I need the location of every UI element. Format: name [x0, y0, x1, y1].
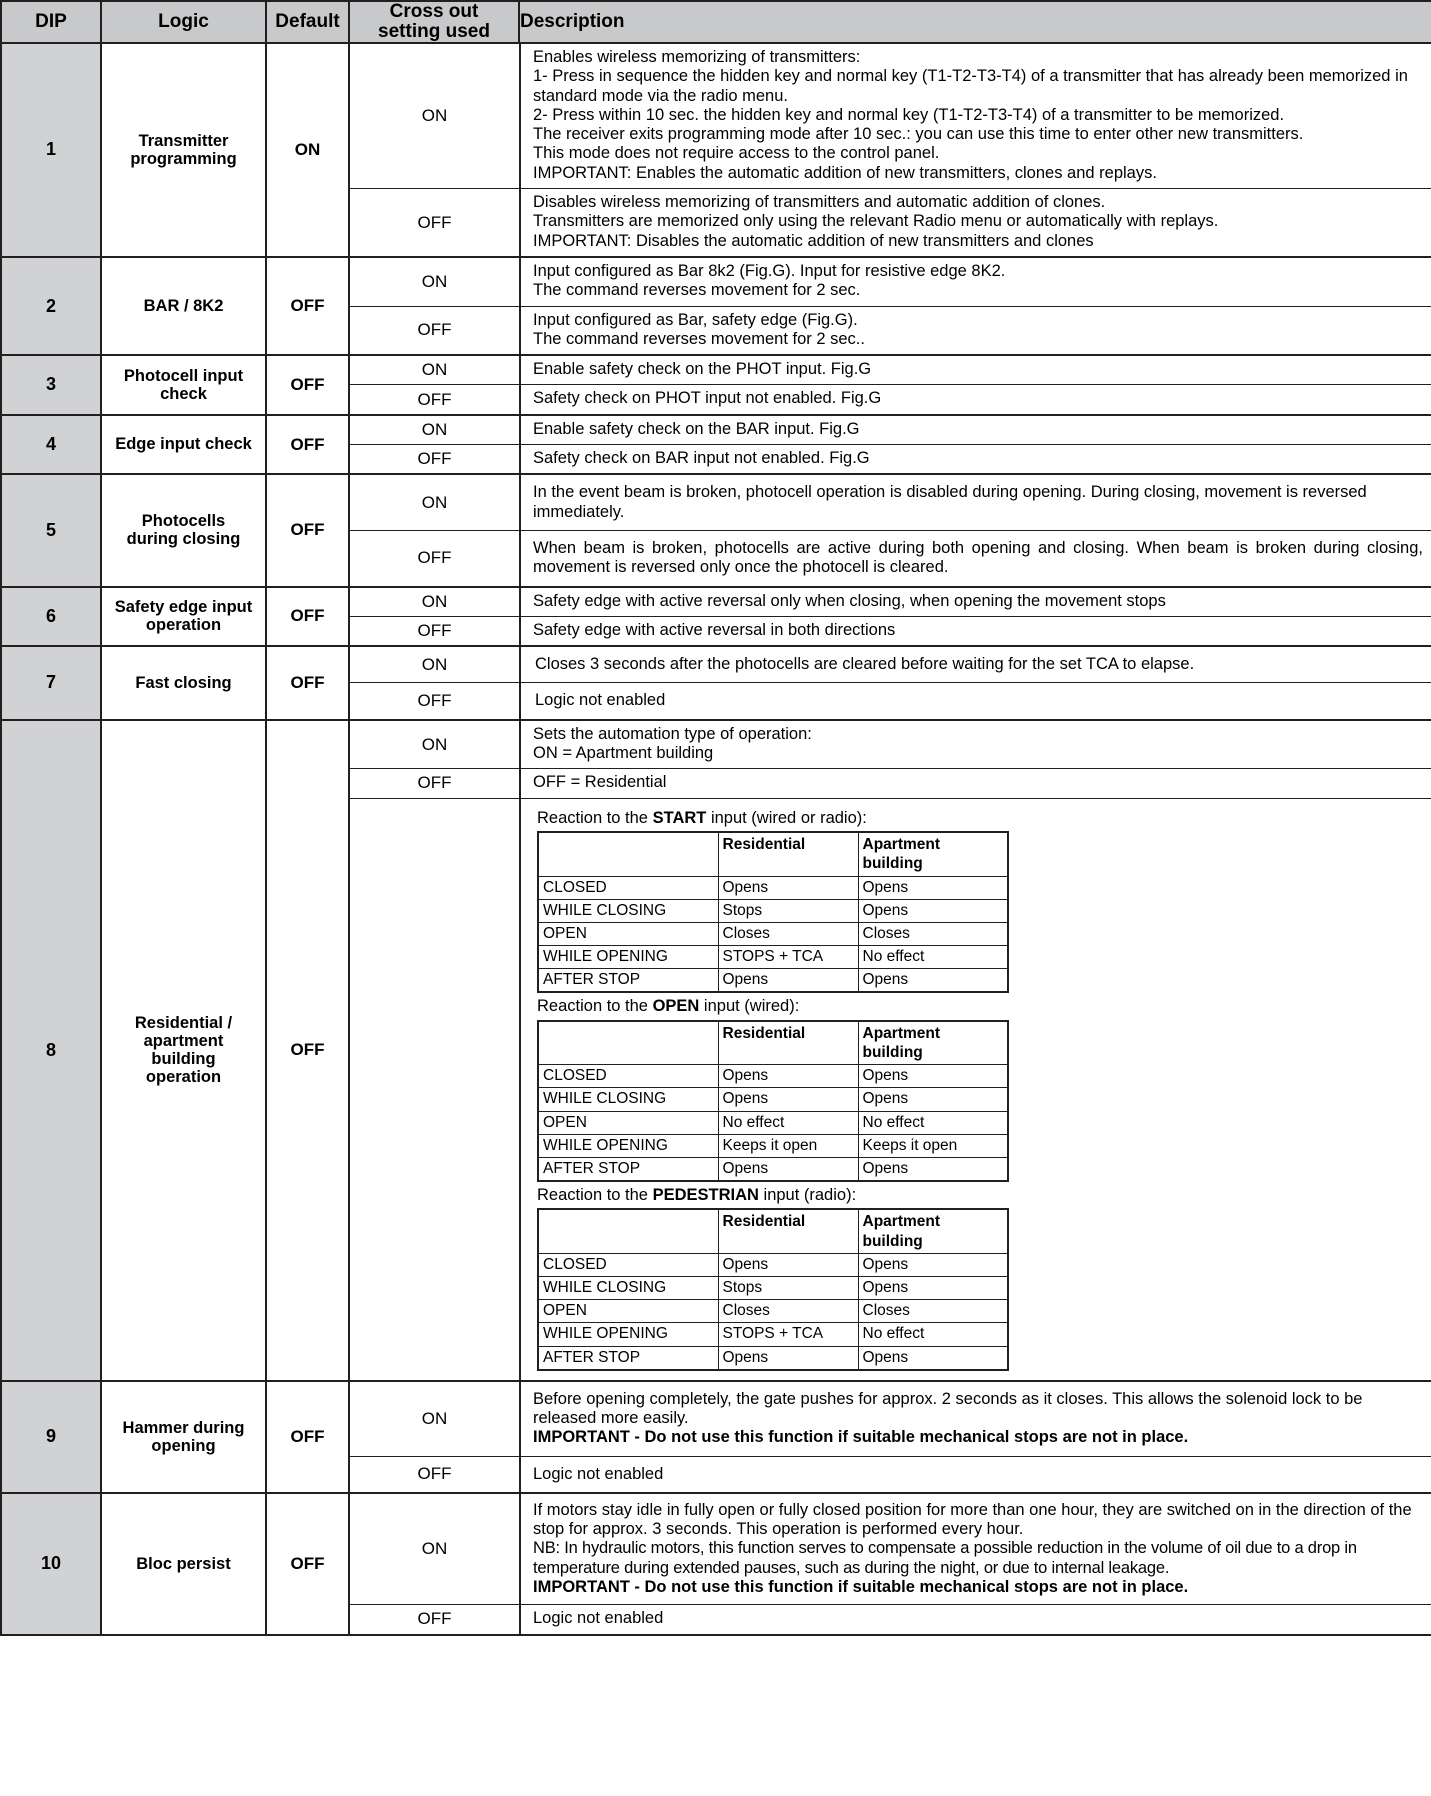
apartment-value: No effect: [858, 1111, 1008, 1134]
default-value: OFF: [266, 587, 349, 647]
apartment-value: Opens: [858, 1157, 1008, 1181]
reaction-label-pedestrian: [537, 1186, 1423, 1205]
state: OPEN: [538, 922, 718, 945]
logic-name: [101, 1381, 266, 1493]
reaction-row: [538, 1346, 1008, 1370]
logic-name: [101, 43, 266, 257]
logic-name: [101, 720, 266, 1381]
reaction-col-apartment: [858, 1209, 1008, 1253]
desc-line-important: IMPORTANT - Do not use this function if suitable mechanical stops are not in place.: [533, 1578, 1189, 1596]
apartment-line-1: Apartment: [862, 1024, 941, 1042]
state: WHILE CLOSING: [538, 1277, 718, 1300]
cross-out-value: ON: [350, 356, 520, 385]
reaction-label-open: [537, 997, 1423, 1016]
description-cell: [520, 721, 1431, 769]
label-input-name: PEDESTRIAN: [652, 1185, 759, 1204]
description-cell: OFF = Residential: [520, 769, 1431, 798]
apartment-line-2: building: [862, 855, 923, 873]
description-cell: [520, 189, 1431, 256]
residential-value: Stops: [718, 899, 858, 922]
residential-value: Opens: [718, 1088, 858, 1111]
settings-group: [349, 43, 1431, 257]
dip-number: 9: [1, 1381, 101, 1493]
description-cell: Enable safety check on the PHOT input. Fig.G: [533, 360, 872, 379]
apartment-value: Opens: [858, 899, 1008, 922]
label-prefix: Reaction to the: [537, 808, 653, 827]
cross-out-value: OFF: [350, 306, 520, 354]
cross-out-value: ON: [350, 475, 520, 530]
description-cell: Logic not enabled: [520, 683, 1431, 719]
desc-line-important: IMPORTANT - Do not use this function if suitable mechanical stops are not in place.: [533, 1428, 1189, 1447]
description-cell: Safety edge with active reversal only when closing, when opening the movement stops: [533, 591, 1166, 610]
reaction-col-state: [538, 1209, 718, 1253]
residential-value: Opens: [718, 969, 858, 993]
setting-row-off: [350, 530, 1431, 585]
apartment-line-2: building: [862, 1232, 923, 1250]
settings-group: [349, 1493, 1431, 1635]
settings-group: [349, 1381, 1431, 1493]
desc-line: The command reverses movement for 2 sec..: [533, 329, 865, 348]
reaction-col-residential: Residential: [718, 1209, 858, 1253]
reaction-row: [538, 1254, 1008, 1277]
table-row-dip-10: [1, 1493, 1431, 1635]
reaction-row: [538, 899, 1008, 922]
residential-value: Closes: [718, 1300, 858, 1323]
reaction-row: [538, 1300, 1008, 1323]
cross-out-value: OFF: [350, 1605, 520, 1634]
settings-group: [349, 587, 1431, 647]
reaction-row: [538, 1111, 1008, 1134]
default-value: OFF: [266, 415, 349, 475]
label-prefix: Reaction to the: [537, 997, 653, 1016]
apartment-value: Opens: [858, 969, 1008, 993]
apartment-value: No effect: [858, 946, 1008, 969]
cross-out-value: OFF: [350, 683, 520, 719]
cross-out-value: OFF: [350, 769, 520, 798]
residential-value: No effect: [718, 1111, 858, 1134]
residential-value: Opens: [718, 1254, 858, 1277]
logic-name: Bloc persist: [101, 1493, 266, 1635]
cross-out-line-1: Cross out: [389, 1, 479, 23]
state: OPEN: [538, 1300, 718, 1323]
state: WHILE CLOSING: [538, 899, 718, 922]
reaction-table-open: [537, 1020, 1009, 1182]
logic-name: BAR / 8K2: [101, 257, 266, 355]
table-row-dip-7: [1, 646, 1431, 720]
description-cell: In the event beam is broken, photocell operation is disabled during opening. During closing, movement is reversed immediately.: [533, 483, 1367, 521]
description-cell: Logic not enabled: [520, 1605, 1431, 1634]
default-value: ON: [266, 43, 349, 257]
dip-number: 10: [1, 1493, 101, 1635]
desc-line: Sets the automation type of operation:: [533, 724, 812, 743]
apartment-value: Opens: [858, 1088, 1008, 1111]
residential-value: Keeps it open: [718, 1134, 858, 1157]
setting-row-on: [350, 258, 1431, 306]
desc-line: Transmitters are memorized only using the relevant Radio menu or automatically with replays.: [533, 212, 1219, 231]
setting-row-off: [350, 683, 1431, 719]
label-input-name: OPEN: [652, 997, 700, 1016]
residential-value: Closes: [718, 922, 858, 945]
desc-line: Input configured as Bar, safety edge (Fig.G).: [533, 310, 858, 329]
desc-line: The command reverses movement for 2 sec.: [533, 281, 861, 300]
state: AFTER STOP: [538, 1157, 718, 1181]
settings-group: [349, 646, 1431, 720]
desc-line: If motors stay idle in fully open or fully closed position for more than one hour, they are switched on in the direction of the stop for approx. 3 seconds. This operation is performed every hour.: [533, 1500, 1412, 1539]
setting-row-off: [350, 616, 1431, 645]
residential-value: STOPS + TCA: [718, 1323, 858, 1346]
state: AFTER STOP: [538, 1346, 718, 1370]
state: OPEN: [538, 1111, 718, 1134]
reaction-table-start: [537, 831, 1009, 993]
table-header-row: [1, 1, 1431, 43]
description-cell: [520, 1494, 1431, 1605]
reaction-col-state: [538, 832, 718, 876]
reaction-col-apartment: [858, 1021, 1008, 1065]
cross-out-value: OFF: [350, 445, 520, 474]
setting-row-on: [350, 475, 1431, 530]
description-cell: [520, 44, 1431, 189]
logic-line-1: Safety edge input: [114, 598, 253, 617]
logic-line-3: building: [151, 1050, 216, 1069]
setting-row-off: [350, 189, 1431, 256]
residential-value: Opens: [718, 1157, 858, 1181]
residential-value: Stops: [718, 1277, 858, 1300]
dip-number: 2: [1, 257, 101, 355]
desc-line-nb: NB: In hydraulic motors, this function serves to compensate a possible reduction in the volume of oil due to a drop in temperature during extended pauses, such as during the night, or due to internal leakage.: [533, 1539, 1357, 1577]
reaction-row: [538, 1134, 1008, 1157]
setting-row-on: [350, 1382, 1431, 1456]
table-row-dip-9: [1, 1381, 1431, 1493]
reaction-row: [538, 1065, 1008, 1088]
column-header-cross-out: [349, 1, 519, 43]
apartment-line-2: building: [862, 1043, 923, 1061]
desc-line: The receiver exits programming mode after 10 sec.: you can use this time to enter other new transmitters.: [533, 125, 1304, 144]
table-row-dip-4: [1, 415, 1431, 475]
description-cell: Safety check on PHOT input not enabled. Fig.G: [520, 385, 1431, 414]
reaction-row: [538, 1277, 1008, 1300]
state: CLOSED: [538, 1065, 718, 1088]
cross-out-line-2: setting used: [378, 21, 490, 42]
reaction-col-apartment: [858, 832, 1008, 876]
apartment-line-1: Apartment: [862, 835, 941, 853]
column-header-description: Description: [519, 1, 1431, 43]
column-header-logic: Logic: [101, 1, 266, 43]
apartment-value: Opens: [858, 1065, 1008, 1088]
reaction-tables-cell: [520, 798, 1431, 1380]
dip-number: 1: [1, 43, 101, 257]
cross-out-value: ON: [350, 1382, 520, 1456]
apartment-value: Closes: [858, 922, 1008, 945]
cross-out-value: ON: [350, 588, 520, 617]
desc-line: 2- Press within 10 sec. the hidden key and normal key (T1-T2-T3-T4) of a transmitter to be memorized.: [533, 105, 1285, 124]
settings-group: [349, 355, 1431, 415]
default-value: OFF: [266, 257, 349, 355]
table-row-dip-1: [1, 43, 1431, 257]
settings-group: [349, 720, 1431, 1381]
logic-line-2: opening: [151, 1436, 216, 1455]
label-suffix: input (wired or radio):: [706, 808, 867, 827]
default-value: OFF: [266, 646, 349, 720]
table-row-dip-6: [1, 587, 1431, 647]
cross-out-value: ON: [350, 721, 520, 769]
state: WHILE OPENING: [538, 946, 718, 969]
apartment-value: No effect: [858, 1323, 1008, 1346]
label-prefix: Reaction to the: [537, 1185, 653, 1204]
table-row-dip-3: [1, 355, 1431, 415]
column-header-default: Default: [266, 1, 349, 43]
reaction-col-residential: Residential: [718, 832, 858, 876]
setting-row-on: [350, 588, 1431, 617]
default-value: OFF: [266, 1381, 349, 1493]
reaction-col-residential: Residential: [718, 1021, 858, 1065]
residential-value: Opens: [718, 876, 858, 899]
apartment-value: Opens: [858, 876, 1008, 899]
logic-line-1: Transmitter: [138, 131, 229, 150]
setting-row-off: [350, 306, 1431, 354]
desc-line: Enables wireless memorizing of transmitters:: [533, 48, 861, 66]
logic-line-1: Residential /: [134, 1013, 233, 1032]
apartment-value: Opens: [858, 1277, 1008, 1300]
logic-line-1: Hammer during: [122, 1418, 245, 1437]
reaction-header-row: [538, 832, 1008, 876]
reaction-row: [538, 946, 1008, 969]
desc-line: Before opening completely, the gate pushes for approx. 2 seconds as it closes. This allows the solenoid lock to be released more easily.: [533, 1389, 1363, 1427]
settings-group: [349, 415, 1431, 475]
cross-out-value: ON: [350, 44, 520, 189]
logic-line-1: Photocell input: [123, 366, 244, 385]
reaction-table-pedestrian: [537, 1208, 1009, 1370]
desc-line-important: IMPORTANT: Enables the automatic addition of new transmitters, clones and replays.: [533, 163, 1157, 182]
cross-out-value: OFF: [350, 385, 520, 414]
setting-row-on: [350, 647, 1431, 683]
apartment-value: Closes: [858, 1300, 1008, 1323]
default-value: OFF: [266, 474, 349, 586]
dip-number: 5: [1, 474, 101, 586]
default-value: OFF: [266, 720, 349, 1381]
logic-line-1: Photocells: [141, 512, 226, 531]
setting-row-on: [350, 356, 1431, 385]
cross-out-value: ON: [350, 1494, 520, 1605]
reaction-label-start: [537, 809, 1423, 828]
reaction-row: [538, 876, 1008, 899]
logic-name: Edge input check: [101, 415, 266, 475]
logic-line-2: apartment: [143, 1032, 224, 1051]
setting-row-reaction-tables: [350, 798, 1431, 1380]
description-cell: [520, 258, 1431, 306]
cross-out-value: OFF: [350, 189, 520, 256]
state: WHILE OPENING: [538, 1134, 718, 1157]
table-row-dip-5: [1, 474, 1431, 586]
setting-row-on: [350, 44, 1431, 189]
reaction-row: [538, 1088, 1008, 1111]
apartment-value: Opens: [858, 1254, 1008, 1277]
reaction-row: [538, 1323, 1008, 1346]
label-suffix: input (radio):: [758, 1185, 857, 1204]
setting-row-off: [350, 385, 1431, 414]
table-row-dip-2: [1, 257, 1431, 355]
cross-out-value: ON: [350, 416, 520, 445]
residential-value: STOPS + TCA: [718, 946, 858, 969]
logic-line-2: programming: [130, 149, 237, 168]
dip-number: 3: [1, 355, 101, 415]
logic-line-2: operation: [145, 616, 222, 635]
column-header-dip: DIP: [1, 1, 101, 43]
desc-line: Disables wireless memorizing of transmitters and automatic addition of clones.: [533, 193, 1106, 212]
state: CLOSED: [538, 876, 718, 899]
setting-row-on: [350, 416, 1431, 445]
cross-out-value: OFF: [350, 530, 520, 585]
state: AFTER STOP: [538, 969, 718, 993]
setting-row-off: [350, 1605, 1431, 1634]
logic-line-2: check: [160, 384, 207, 403]
cross-out-value: ON: [350, 258, 520, 306]
cross-out-value: OFF: [350, 1456, 520, 1492]
desc-line: 1- Press in sequence the hidden key and normal key (T1-T2-T3-T4) of a transmitter that has already been memorized in standard mode via the radio menu.: [533, 67, 1408, 105]
cross-out-empty: [350, 798, 520, 1380]
label-input-name: START: [652, 808, 707, 827]
description-cell: Closes 3 seconds after the photocells are cleared before waiting for the set TCA to elapse.: [535, 655, 1195, 674]
default-value: OFF: [266, 355, 349, 415]
desc-line: Input configured as Bar 8k2 (Fig.G). Input for resistive edge 8K2.: [533, 261, 1006, 280]
residential-value: Opens: [718, 1346, 858, 1370]
label-suffix: input (wired):: [699, 997, 800, 1016]
setting-row-on: [350, 1494, 1431, 1605]
state: WHILE CLOSING: [538, 1088, 718, 1111]
cross-out-value: ON: [350, 647, 520, 683]
description-cell: [520, 1382, 1431, 1456]
state: WHILE OPENING: [538, 1323, 718, 1346]
logic-name: [101, 355, 266, 415]
apartment-value: Opens: [858, 1346, 1008, 1370]
description-cell: [520, 306, 1431, 354]
logic-line-4: operation: [145, 1068, 222, 1087]
cross-out-value: OFF: [350, 616, 520, 645]
description-cell: Logic not enabled: [520, 1456, 1431, 1492]
reaction-header-row: [538, 1021, 1008, 1065]
settings-group: [349, 257, 1431, 355]
setting-row-off: [350, 445, 1431, 474]
dip-number: 4: [1, 415, 101, 475]
apartment-line-1: Apartment: [862, 1213, 941, 1231]
description-cell: Enable safety check on the BAR input. Fig.G: [533, 419, 860, 438]
logic-name: Fast closing: [101, 646, 266, 720]
desc-line: This mode does not require access to the control panel.: [533, 144, 940, 163]
desc-line-important: IMPORTANT: Disables the automatic addition of new transmitters and clones: [533, 231, 1094, 250]
logic-name: [101, 474, 266, 586]
apartment-value: Keeps it open: [858, 1134, 1008, 1157]
default-value: OFF: [266, 1493, 349, 1635]
setting-row-off: [350, 769, 1431, 798]
desc-line: ON = Apartment building: [533, 744, 714, 763]
logic-name: [101, 587, 266, 647]
logic-line-2: during closing: [126, 530, 241, 549]
reaction-row: [538, 1157, 1008, 1181]
residential-value: Opens: [718, 1065, 858, 1088]
description-cell: Safety check on BAR input not enabled. Fig.G: [520, 445, 1431, 474]
dip-number: 6: [1, 587, 101, 647]
reaction-header-row: [538, 1209, 1008, 1253]
table-row-dip-8: [1, 720, 1431, 1381]
reaction-col-state: [538, 1021, 718, 1065]
reaction-row: [538, 922, 1008, 945]
state: CLOSED: [538, 1254, 718, 1277]
setting-row-off: [350, 1456, 1431, 1492]
reaction-row: [538, 969, 1008, 993]
settings-group: [349, 474, 1431, 586]
description-cell: Safety edge with active reversal in both directions: [520, 616, 1431, 645]
setting-row-on: [350, 721, 1431, 769]
dip-number: 8: [1, 720, 101, 1381]
description-cell: When beam is broken, photocells are active during both opening and closing. When beam is broken during closing, movement is reversed only once the photocell is cleared.: [520, 530, 1431, 585]
dip-number: 7: [1, 646, 101, 720]
